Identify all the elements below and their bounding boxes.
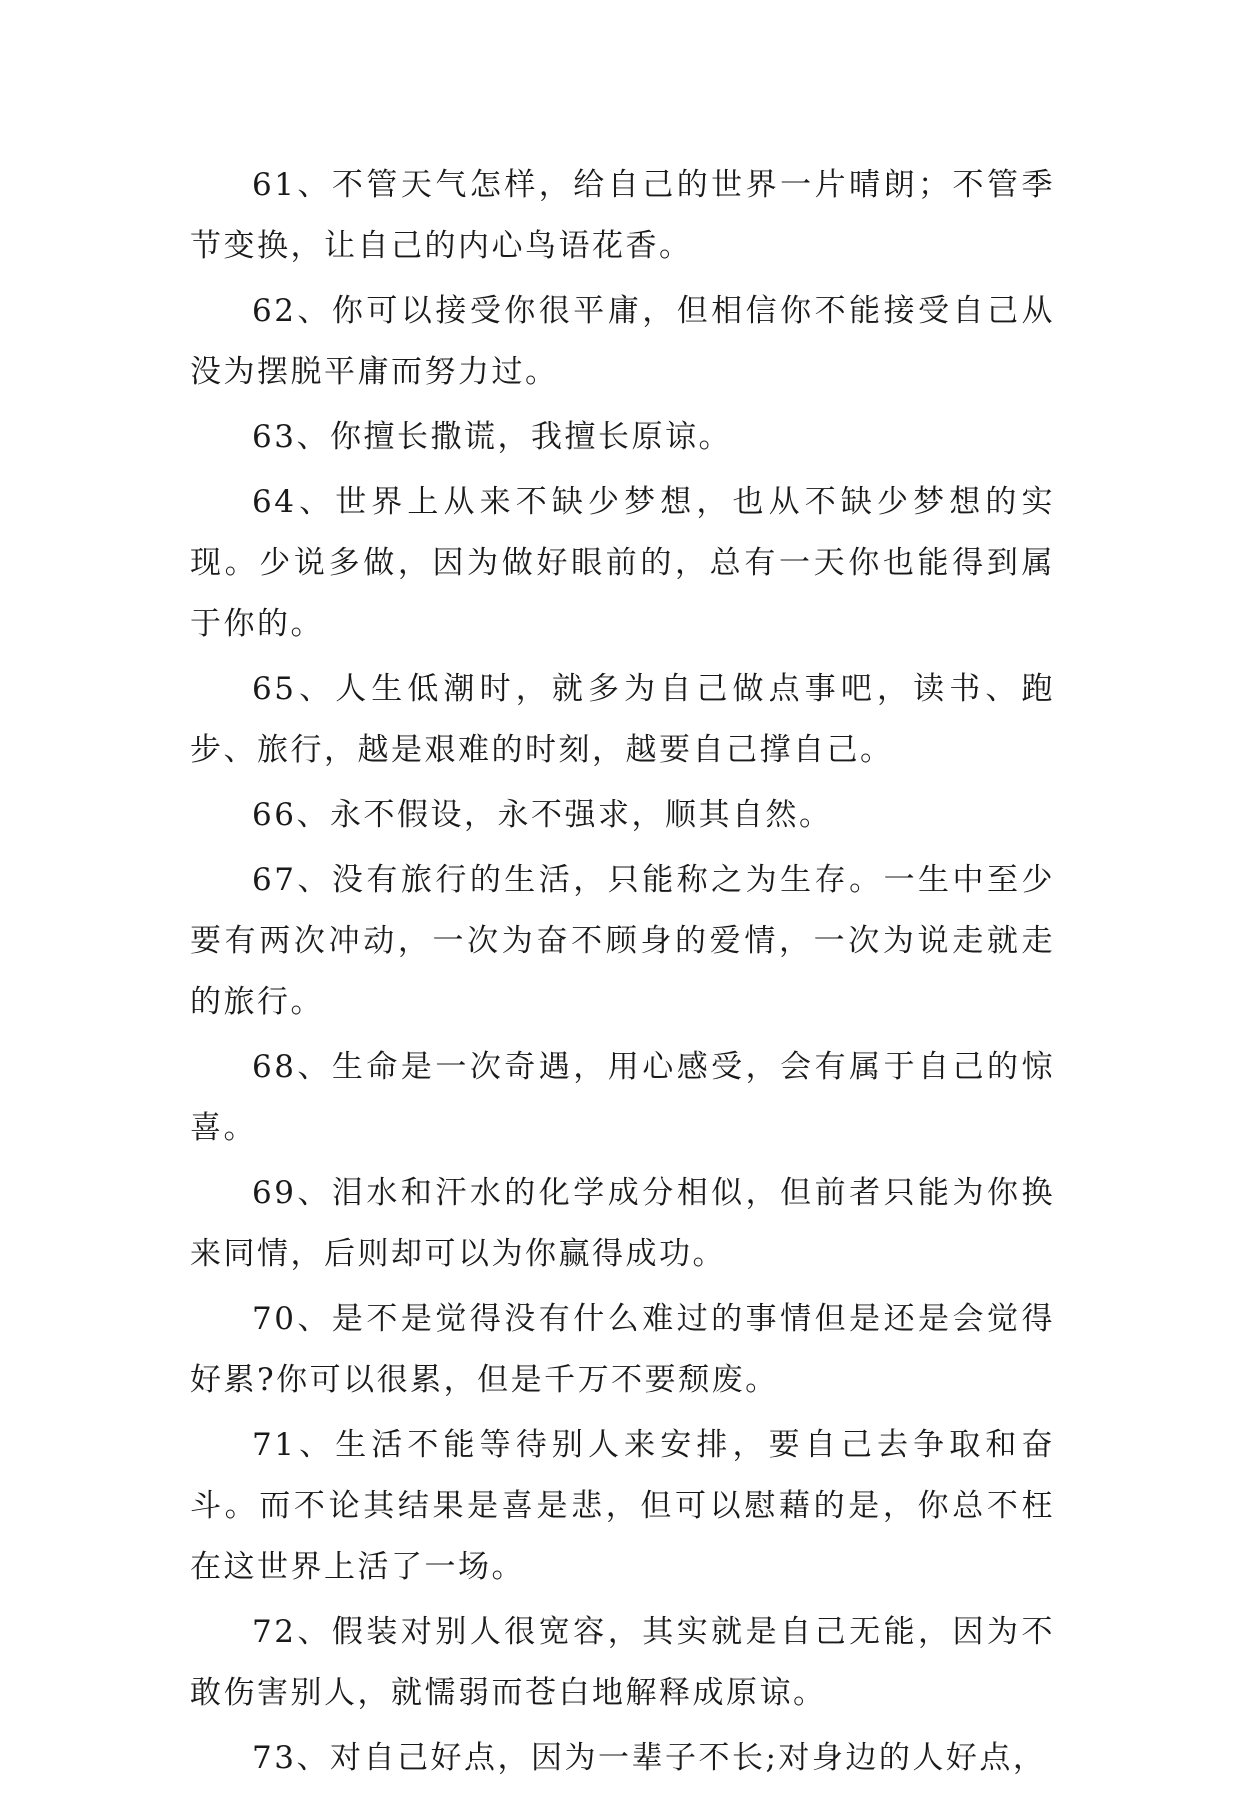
quote-paragraph-62: 62、你可以接受你很平庸，但相信你不能接受自己从没为摆脱平庸而努力过。 [190,293,1055,390]
document-body [190,155,1055,1793]
quote-paragraph-70: 70、是不是觉得没有什么难过的事情但是还是会觉得好累?你可以很累，但是千万不要颓废。 [190,1301,1055,1398]
quote-paragraph-65: 65、人生低潮时，就多为自己做点事吧，读书、跑步、旅行，越是艰难的时刻，越要自己撑自己。 [190,671,1055,768]
quote-paragraph-61: 61、不管天气怎样，给自己的世界一片晴朗；不管季节变换，让自己的内心鸟语花香。 [190,167,1055,264]
quote-paragraph-63: 63、你擅长撒谎，我擅长原谅。 [252,419,732,455]
quote-paragraph-73: 73、对自己好点，因为一辈子不长;对身边的人好点， [252,1740,1047,1776]
quote-paragraph-71: 71、生活不能等待别人来安排，要自己去争取和奋斗。而不论其结果是喜是悲，但可以慰藉的是，你总不枉在这世界上活了一场。 [190,1427,1055,1585]
quote-paragraph-67: 67、没有旅行的生活，只能称之为生存。一生中至少要有两次冲动，一次为奋不顾身的爱情，一次为说走就走的旅行。 [190,862,1055,1020]
quote-paragraph-68: 68、生命是一次奇遇，用心感受，会有属于自己的惊喜。 [190,1049,1055,1146]
quote-paragraph-72: 72、假装对别人很宽容，其实就是自己无能，因为不敢伤害别人，就懦弱而苍白地解释成原谅。 [190,1614,1055,1711]
quote-paragraph-64: 64、世界上从来不缺少梦想，也从不缺少梦想的实现。少说多做，因为做好眼前的，总有一天你也能得到属于你的。 [190,484,1055,642]
quote-paragraph-66: 66、永不假设，永不强求，顺其自然。 [252,797,833,833]
quote-paragraph-69: 69、泪水和汗水的化学成分相似，但前者只能为你换来同情，后则却可以为你赢得成功。 [190,1175,1055,1272]
